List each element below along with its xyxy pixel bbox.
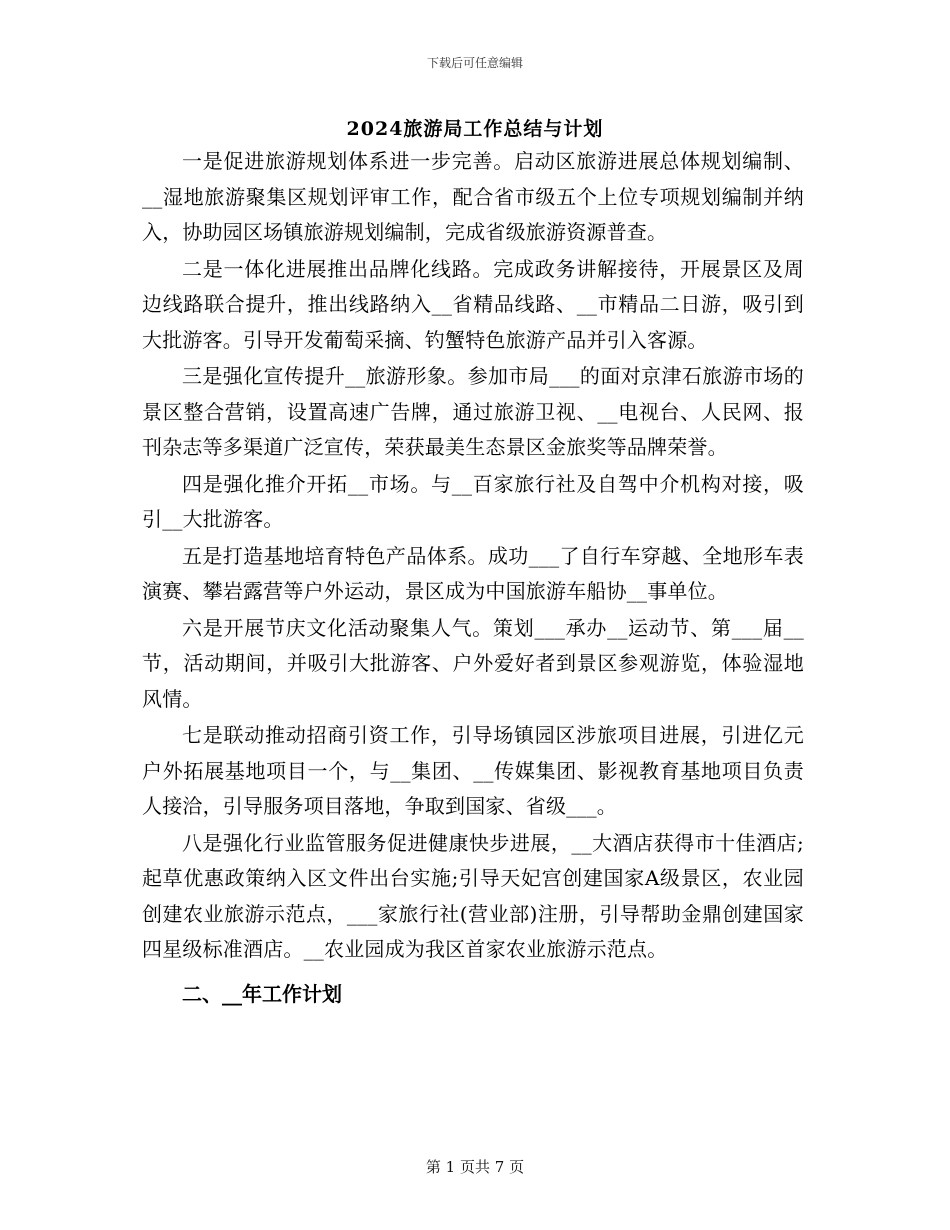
paragraph-5: 五是打造基地培育特色产品体系。成功___了自行车穿越、全地形车表演赛、攀岩露营等户外运动，景区成为中国旅游车船协__事单位。 xyxy=(142,543,804,603)
paragraph-6: 六是开展节庆文化活动聚集人气。策划___承办__运动节、第___届__节，活动期间，并吸引大批游客、户外爱好者到景区参观游览，体验湿地风情。 xyxy=(142,615,804,711)
paragraph-8: 八是强化行业监管服务促进健康快步进展，__大酒店获得市十佳酒店;起草优惠政策纳入区文件出台实施;引导天妃宫创建国家A级景区，农业园创建农业旅游示范点，___家旅行社(营业部)注册，引导帮助金鼎创建国家四星级标准酒店。__农业园成为我区首家农业旅游示范点。 xyxy=(142,830,804,961)
document-title: 2024旅游局工作总结与计划 xyxy=(346,118,604,140)
paragraph-7: 七是联动推动招商引资工作，引导场镇园区涉旅项目进展，引进亿元户外拓展基地项目一个，与__集团、__传媒集团、影视教育基地项目负责人接洽，引导服务项目落地，争取到国家、省级___。 xyxy=(142,723,804,818)
paragraph-2: 二是一体化进展推出品牌化线路。完成政务讲解接待，开展景区及周边线路联合提升，推出线路纳入__省精品线路、__市精品二日游，吸引到大批游客。引导开发葡萄采摘、钓蟹特色旅游产品并引入客源。 xyxy=(142,256,804,352)
page-number: 第 1 页共 7 页 xyxy=(425,1158,525,1176)
paragraph-1: 一是促进旅游规划体系进一步完善。启动区旅游进展总体规划编制、__湿地旅游聚集区规划评审工作，配合省市级五个上位专项规划编制并纳入，协助园区场镇旅游规划编制，完成省级旅游资源普查。 xyxy=(142,149,804,244)
section-heading: 二、__年工作计划 xyxy=(182,981,342,1006)
header-note: 下载后可任意编辑 xyxy=(426,56,523,70)
paragraph-3: 三是强化宣传提升__旅游形象。参加市局___的面对京津石旅游市场的景区整合营销，设置高速广告牌，通过旅游卫视、__电视台、人民网、报刊杂志等多渠道广泛宣传，荣获最美生态景区金旅奖等品牌荣誉。 xyxy=(142,364,804,459)
paragraph-4: 四是强化推介开拓__市场。与__百家旅行社及自驾中介机构对接，吸引__大批游客。 xyxy=(142,471,804,531)
document-body xyxy=(142,144,804,1012)
